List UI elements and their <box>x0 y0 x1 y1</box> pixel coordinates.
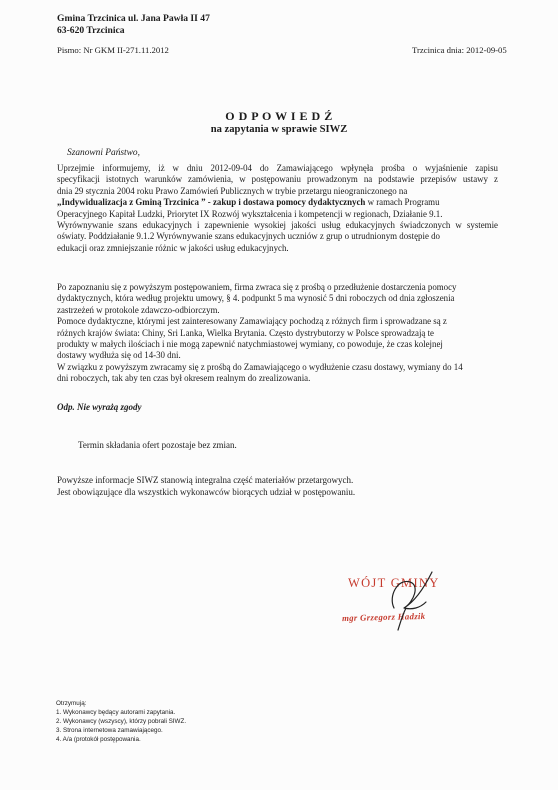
salutation: Szanowni Państwo, <box>67 148 140 158</box>
paragraph-line: Operacyjnego Kapitał Ludzki, Priorytet IX Rozwój wykształcenia i kompetencji w regionach, Działanie 9.1. <box>57 208 443 219</box>
paragraph-line: Uprzejmie informujemy, iż w dniu 2012-09-04 do Zamawiającego wpłynęła prośba o wyjaśnienie zapisu <box>57 163 498 173</box>
paragraph-line: dnia 29 stycznia 2004 roku Prawo Zamówień Publicznych w trybie przetargu nieograniczonego na <box>57 185 408 196</box>
sender-address-line2: 63-620 Trzcinica <box>57 25 125 36</box>
paragraph-line: różnych krajów świata: Chiny, Sri Lanka, Wielka Brytania. Często dystrybutorzy w Polsce sprowadzają te <box>57 327 434 338</box>
document-subtitle: na zapytania w sprawie SIWZ <box>210 124 348 135</box>
paragraph-line: oświaty. Poddziałanie 9.1.2 Wyrównywanie szans edukacyjnych uczniów z grup o utrudnionym dostępie do <box>57 231 440 242</box>
recipient-item: 1. Wykonawcy będący autorami zapytania. <box>56 709 176 717</box>
closing-line: Powyższe informacje SIWZ stanowią integralna część materiałów przetargowych. <box>57 475 354 485</box>
tender-title: „Indywidualizacja z Gminą Trzcinica ” - zakup i dostawa pomocy dydaktycznych <box>57 197 366 208</box>
closing-line: Jest obowiązujące dla wszystkich wykonawców biorących udział w postępowaniu. <box>57 486 356 497</box>
reference-number: Pismo: Nr GKM II-271.11.2012 <box>57 45 169 55</box>
closing-paragraph <box>57 475 355 498</box>
paragraph-line: dostawy wydłuża się od 14-30 dni. <box>57 350 181 361</box>
signature-image <box>380 568 440 632</box>
recipient-item: 2. Wykonawcy (wszyscy), którzy pobrali SIWZ. <box>56 718 187 726</box>
paragraph-request <box>57 282 463 385</box>
paragraph-line-bold <box>57 197 498 208</box>
recipients-list <box>56 699 186 744</box>
recipient-item: 4. A/a (protokół postępowania. <box>56 736 141 744</box>
paragraph-line: W związku z powyższym zwracamy się z prośbą do Zamawiającego o wydłużenie czasu dostawy, wymiany do 14 <box>57 361 463 372</box>
paragraph-line: produkty w małych ilościach i nie mogą zapewnić natychmiastowej wymiany, co powoduje, że czas kolejnej <box>57 338 443 349</box>
recipients-heading: Otrzymują: <box>56 700 87 707</box>
place-date: Trzcinica dnia: 2012-09-05 <box>412 45 507 55</box>
paragraph-line: dydaktycznych, która według projektu umowy, § 4. podpunkt 5 ma wynosić 5 dni roboczych od dnia zgłoszenia <box>57 293 455 304</box>
paragraph-line: edukacji oraz zmniejszanie różnic w jakości usług edukacyjnych. <box>57 242 289 253</box>
stamp-name: mgr Grzegorz Hadzik <box>341 610 426 624</box>
tender-title-tail: w ramach Programu <box>365 197 440 208</box>
paragraph-line: specyfikacji istotnych warunków zamówienia, w postępowaniu prowadzonym na podstawie przepisów ustawy z <box>57 174 498 185</box>
deadline-note: Termin składania ofert pozostaje bez zmian. <box>78 440 237 450</box>
answer: Odp. Nie wyrażą zgody <box>57 402 142 412</box>
recipient-item: 3. Strona internetowa zamawiającego. <box>56 727 163 735</box>
document-title: O D P O W I E D Ź <box>225 109 333 123</box>
paragraph-line: Pomoce dydaktyczne, którymi jest zainteresowany Zamawiający pochodzą z różnych firm i sprowadzane są z <box>57 316 447 327</box>
paragraph-line: Po zapoznaniu się z powyższym postępowaniem, firma zwraca się z prośbą o przedłużenie dostarczenia pomocy <box>57 282 457 292</box>
paragraph-line: dni roboczych, tak aby ten czas był okresem realnym do zrealizowania. <box>57 373 311 384</box>
stamp-title: WÓJT GMINY <box>348 576 440 590</box>
paragraph-line: Wyrównywanie szans edukacyjnych i zapewnienie wysokiej jakości usług edukacyjnych świadczonych w systemie <box>57 219 498 230</box>
paragraph-inquiry <box>57 163 498 254</box>
sender-address-line1: Gmina Trzcinica ul. Jana Pawła II 47 <box>57 13 210 24</box>
paragraph-line: zastrzeżeń w protokole zdawczo-odbiorczym. <box>57 304 220 315</box>
